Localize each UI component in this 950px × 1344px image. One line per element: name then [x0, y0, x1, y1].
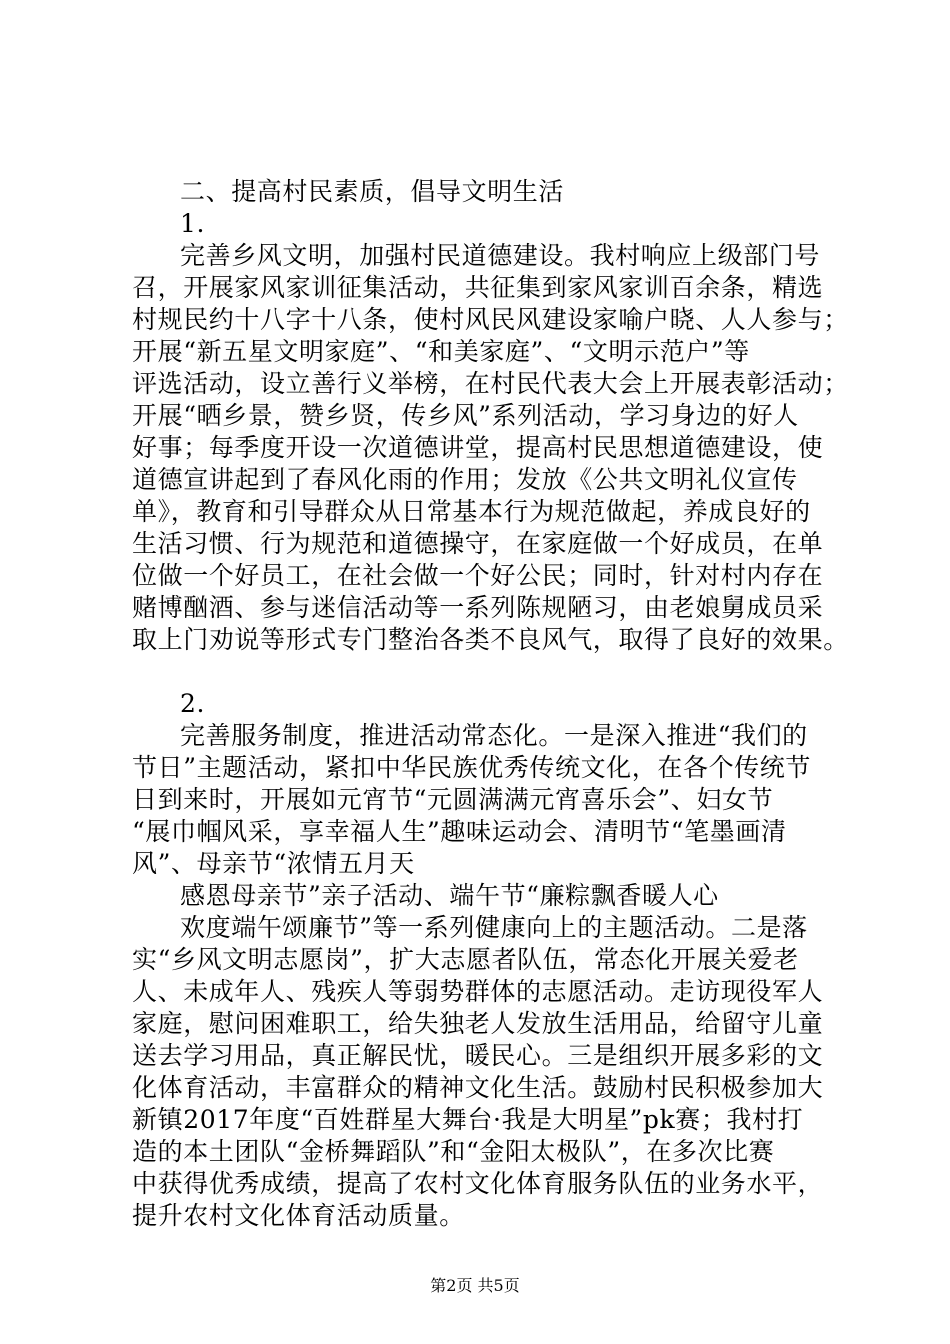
section2-line: 提升农村文化体育活动质量。	[132, 1201, 465, 1230]
section1-line: 开展“晒乡景，赞乡贤，传乡风”系列活动，学习身边的好人	[132, 401, 799, 430]
section1-line: 好事；每季度开设一次道德讲堂，提高村民思想道德建设，使	[132, 433, 824, 462]
section2-line: 新镇2017年度“百姓群星大舞台·我是大明星”pk赛；我村打	[132, 1105, 804, 1134]
page-footer: 第2页 共5页	[430, 1276, 520, 1295]
section1-line: 完善乡风文明，加强村民道德建设。我村响应上级部门号	[180, 241, 821, 270]
section1-line: 赌博酗酒、参与迷信活动等一系列陈规陋习，由老娘舅成员采	[132, 593, 824, 622]
section2-line: 化体育活动，丰富群众的精神文化生活。鼓励村民积极参加大	[132, 1073, 824, 1102]
section2-line: “展巾帼风采，享幸福人生”趣味运动会、清明节“笔墨画清	[132, 817, 787, 846]
section1-line: 评选活动，设立善行义举榜，在村民代表大会上开展表彰活动；	[132, 369, 849, 398]
section2-line: 人、未成年人、残疾人等弱势群体的志愿活动。走访现役军人	[132, 977, 824, 1006]
section2-line: 送去学习用品，真正解民忧，暖民心。三是组织开展多彩的文	[132, 1041, 824, 1070]
section2-line: 家庭，慰问困难职工，给失独老人发放生活用品，给留守儿童	[132, 1009, 824, 1038]
section2-line: 实“乡风文明志愿岗”，扩大志愿者队伍，常态化开展关爱老	[132, 945, 799, 974]
section1-line: 开展“新五星文明家庭”、“和美家庭”、“文明示范户”等	[132, 337, 750, 366]
section-heading: 二、提高村民素质，倡导文明生活	[180, 177, 565, 206]
section2-line: 中获得优秀成绩，提高了农村文化体育服务队伍的业务水平，	[132, 1169, 824, 1198]
section2-line: 欢度端午颂廉节”等一系列健康向上的主题活动。二是落	[180, 913, 808, 942]
section2-line: 感恩母亲节”亲子活动、端午节“廉粽飘香暖人心	[180, 881, 719, 910]
section1-line: 取上门劝说等形式专门整治各类不良风气，取得了良好的效果。	[132, 625, 849, 654]
section2-line: 造的本土团队“金桥舞蹈队”和“金阳太极队”，在多次比赛	[132, 1137, 775, 1166]
section1-number: 1.	[180, 209, 206, 238]
section2-line: 日到来时，开展如元宵节“元圆满满元宵喜乐会”、妇女节	[132, 785, 774, 814]
section1-line: 单》，教育和引导群众从日常基本行为规范做起，养成良好的	[132, 497, 811, 526]
section1-line: 位做一个好员工，在社会做一个好公民；同时，针对村内存在	[132, 561, 824, 590]
section2-line: 节日”主题活动，紧扣中华民族优秀传统文化，在各个传统节	[132, 753, 811, 782]
section1-line: 召，开展家风家训征集活动，共征集到家风家训百余条，精选	[132, 273, 824, 302]
section2-line: 完善服务制度，推进活动常态化。一是深入推进“我们的	[180, 721, 808, 750]
section2-number: 2.	[180, 689, 206, 718]
section1-line: 道德宣讲起到了春风化雨的作用；发放《公共文明礼仪宣传	[132, 465, 798, 494]
section1-line: 村规民约十八字十八条，使村风民风建设家喻户晓、人人参与；	[132, 305, 849, 334]
section1-line: 生活习惯、行为规范和道德操守，在家庭做一个好成员，在单	[132, 529, 824, 558]
section2-line: 风”、母亲节“浓情五月天	[132, 849, 415, 878]
